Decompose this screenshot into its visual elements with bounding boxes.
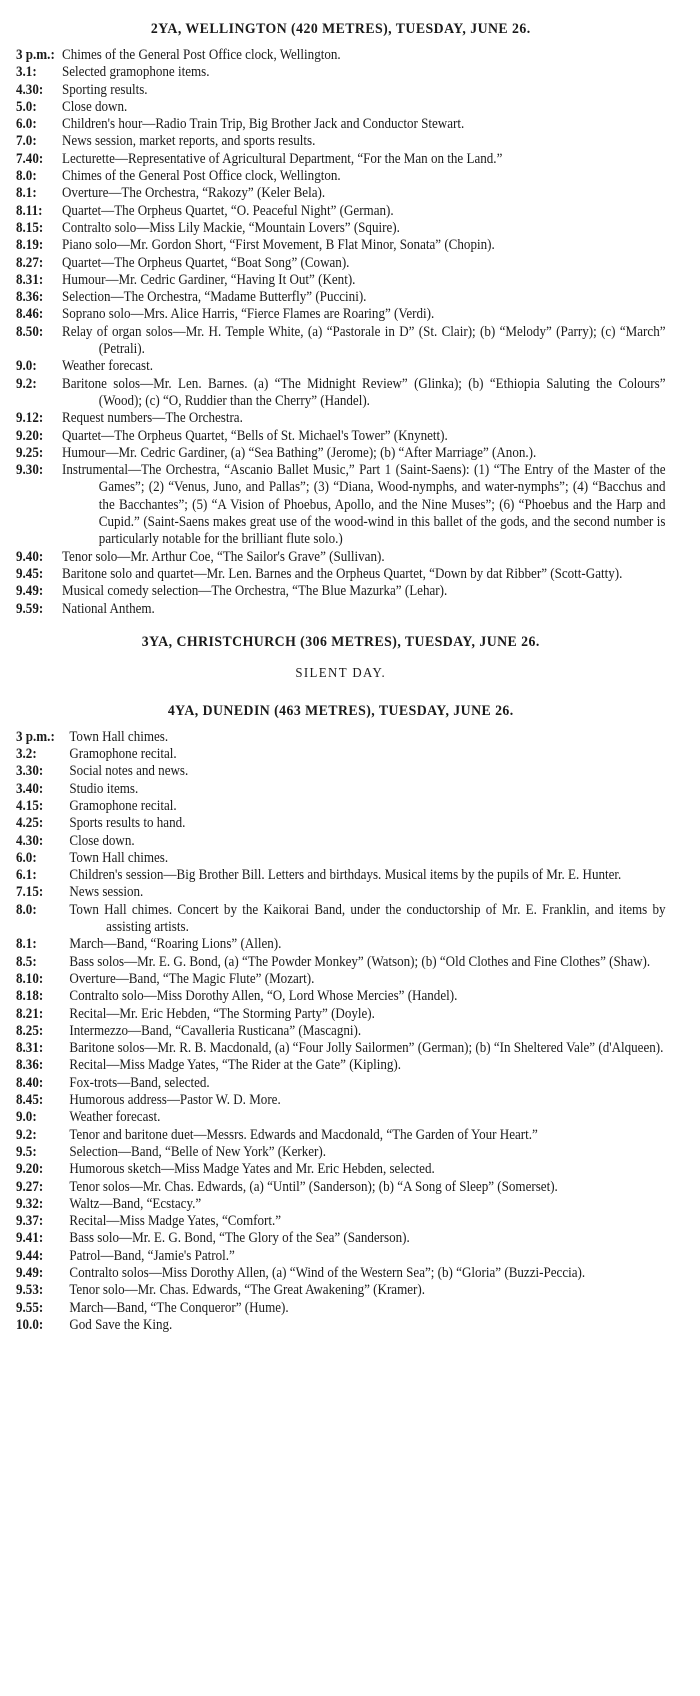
entry-description: Instrumental—The Orchestra, “Ascanio Ballet Music,” Part 1 (Saint-Saens): (1) “The Entry of the Master of the Games”; (2) “Venus, Juno, and Pallas”; (3) “Diana, Wood-nymphs, and water-nymphs”; (4) “Bacchus and the Bacchantes”; (5) “A Vision of Phoebus, Apollo, and the Nine Muses”; (6) “Phoebus and the Harp and Cupid.” (Saint-Saens makes great use of the wood-wind in this ballet of the gods, and the second number is particularly notable for the brilliant flute solo.)	[62, 462, 666, 548]
entry-description: God Save the King.	[69, 1316, 173, 1333]
entry-description: Tenor solo—Mr. Arthur Coe, “The Sailor's Grave” (Sullivan).	[62, 548, 385, 565]
entry-time: 9.5:	[16, 1143, 37, 1160]
programme-entry	[16, 306, 666, 323]
programme-entry	[16, 358, 666, 375]
entry-description: Town Hall chimes.	[69, 849, 169, 866]
programme-entry	[16, 815, 666, 832]
entry-description: Intermezzo—Band, “Cavalleria Rusticana” (Mascagni).	[69, 1022, 362, 1039]
entry-time: 6.0:	[16, 849, 37, 866]
entry-time: 9.2:	[16, 375, 37, 392]
entry-time: 7.0:	[16, 133, 37, 150]
entry-description: Humour—Mr. Cedric Gardiner, (a) “Sea Bathing” (Jerome); (b) “After Marriage” (Anon.).	[62, 444, 537, 461]
entry-time: 9.49:	[16, 583, 44, 600]
entry-description: Sports results to hand.	[69, 815, 186, 832]
entry-description: News session.	[69, 884, 144, 901]
entry-description: Waltz—Band, “Ecstacy.”	[69, 1195, 202, 1212]
entry-description: Gramophone recital.	[69, 746, 177, 763]
entry-description: Tenor and baritone duet—Messrs. Edwards and Macdonald, “The Garden of Your Heart.”	[69, 1126, 538, 1143]
entry-time: 8.0:	[16, 168, 37, 185]
entry-description: Quartet—The Orpheus Quartet, “Boat Song” (Cowan).	[62, 254, 350, 271]
programme-entry	[16, 729, 666, 746]
programme-entry	[16, 583, 666, 600]
entry-description: Recital—Mr. Eric Hebden, “The Storming Party” (Doyle).	[69, 1005, 375, 1022]
entry-time: 8.10:	[16, 970, 44, 987]
silent-day-note: SILENT DAY.	[295, 665, 387, 681]
programme-entry	[16, 376, 666, 411]
programme-entry	[16, 867, 666, 884]
entry-time: 3.30:	[16, 763, 44, 780]
programme-entry	[16, 168, 666, 185]
entry-description: Musical comedy selection—The Orchestra, “The Blue Mazurka” (Lehar).	[62, 583, 448, 600]
programme-entry	[16, 1057, 666, 1074]
entry-description: Close down.	[62, 98, 128, 115]
entry-time: 9.55:	[16, 1299, 44, 1316]
dunedin-section-title: 4YA, DUNEDIN (463 METRES), TUESDAY, JUNE 26.	[167, 702, 514, 719]
entry-description: Selected gramophone items.	[62, 64, 210, 81]
entry-time: 10.0:	[16, 1316, 44, 1333]
programme-entry	[16, 971, 666, 988]
entry-description: Gramophone recital.	[69, 797, 177, 814]
programme-entry	[16, 133, 666, 150]
entry-time: 8.31:	[16, 271, 44, 288]
entry-description: Chimes of the General Post Office clock, Wellington.	[62, 168, 341, 185]
entry-time: 7.15:	[16, 884, 44, 901]
programme-entry	[16, 1109, 666, 1126]
entry-description: Recital—Miss Madge Yates, “The Rider at the Gate” (Kipling).	[69, 1057, 402, 1074]
entry-description: Piano solo—Mr. Gordon Short, “First Movement, B Flat Minor, Sonata” (Chopin).	[62, 237, 495, 254]
entry-description: Studio items.	[69, 780, 139, 797]
entry-time: 8.31:	[16, 1040, 44, 1057]
entry-description: Baritone solo and quartet—Mr. Len. Barnes and the Orpheus Quartet, “Down by dat Ribber” (Scott-Gatty).	[62, 565, 623, 582]
programme-entry	[16, 1282, 666, 1299]
entry-time: 5.0:	[16, 98, 37, 115]
entry-time: 9.45:	[16, 565, 44, 582]
programme-entry	[16, 988, 666, 1005]
programme-entry	[16, 746, 666, 763]
entry-description: Overture—Band, “The Magic Flute” (Mozart).	[69, 970, 315, 987]
programme-entry	[16, 1265, 666, 1282]
programme-entry	[16, 601, 666, 618]
programme-entry	[16, 445, 666, 462]
entry-time: 9.2:	[16, 1126, 37, 1143]
programme-entry	[16, 833, 666, 850]
entry-description: Children's session—Big Brother Bill. Letters and birthdays. Musical items by the pupils of Mr. E. Hunter.	[69, 867, 622, 884]
programme-entry	[16, 428, 666, 445]
entry-description: Bass solos—Mr. E. G. Bond, (a) “The Powder Monkey” (Watson); (b) “Old Clothes and Fine Clothes” (Shaw).	[69, 953, 651, 970]
entry-description: Baritone solos—Mr. Len. Barnes. (a) “The Midnight Review” (Glinka); (b) “Ethiopia Saluting the Colours” (Wood); (c) “O, Ruddier than the Cherry” (Handel).	[62, 375, 666, 409]
entry-description: March—Band, “Roaring Lions” (Allen).	[69, 936, 282, 953]
entry-time: 9.40:	[16, 548, 44, 565]
entry-time: 9.27:	[16, 1178, 44, 1195]
programme-entry	[16, 1300, 666, 1317]
entry-time: 8.5:	[16, 953, 37, 970]
entry-description: March—Band, “The Conqueror” (Hume).	[69, 1299, 289, 1316]
programme-entry	[16, 954, 666, 971]
entry-time: 4.25:	[16, 815, 44, 832]
entry-description: Selection—Band, “Belle of New York” (Kerker).	[69, 1143, 326, 1160]
entry-description: Contralto solo—Miss Dorothy Allen, “O, Lord Whose Mercies” (Handel).	[69, 988, 458, 1005]
programme-entry	[16, 1040, 666, 1057]
newspaper-page	[16, 20, 666, 1334]
entry-time: 8.18:	[16, 988, 44, 1005]
programme-entry	[16, 220, 666, 237]
entry-description: Humorous address—Pastor W. D. More.	[69, 1092, 281, 1109]
entry-description: Quartet—The Orpheus Quartet, “Bells of St. Michael's Tower” (Knynett).	[62, 427, 448, 444]
entry-description: Tenor solo—Mr. Chas. Edwards, “The Great Awakening” (Kramer).	[69, 1282, 425, 1299]
entry-description: National Anthem.	[62, 600, 155, 617]
entry-time: 6.1:	[16, 867, 37, 884]
entry-description: Humorous sketch—Miss Madge Yates and Mr. Eric Hebden, selected.	[69, 1161, 435, 1178]
entry-description: Weather forecast.	[69, 1109, 161, 1126]
entry-time: 3.1:	[16, 64, 37, 81]
entry-description: Town Hall chimes. Concert by the Kaikorai Band, under the conductorship of Mr. E. Franklin, and items by assisting artists.	[69, 901, 666, 936]
entry-time: 9.59:	[16, 600, 44, 617]
entry-description: Lecturette—Representative of Agricultural Department, “For the Man on the Land.”	[62, 150, 503, 167]
entry-time: 8.45:	[16, 1092, 44, 1109]
christchurch-section-title: 3YA, CHRISTCHURCH (306 METRES), TUESDAY, JUNE 26.	[141, 633, 540, 650]
entry-time: 9.12:	[16, 410, 44, 427]
entry-time: 8.11:	[16, 202, 43, 219]
entry-description: Contralto solos—Miss Dorothy Allen, (a) “Wind of the Western Sea”; (b) “Gloria” (Buzzi-Peccia).	[69, 1265, 586, 1281]
programme-entry	[16, 237, 666, 254]
programme-entry	[16, 47, 666, 64]
entry-description: Chimes of the General Post Office clock, Wellington.	[62, 47, 341, 63]
wellington-programme-list	[16, 47, 666, 618]
entry-time: 4.30:	[16, 81, 44, 98]
entry-time: 8.1:	[16, 185, 37, 202]
programme-entry	[16, 1144, 666, 1161]
entry-description: Close down.	[69, 832, 135, 849]
entry-description: Patrol—Band, “Jamie's Patrol.”	[69, 1247, 235, 1264]
entry-description: Relay of organ solos—Mr. H. Temple White, (a) “Pastorale in D” (St. Clair); (b) “Melody” (Parry); (c) “March” (Petrali).	[62, 323, 666, 358]
entry-time: 4.15:	[16, 797, 44, 814]
entry-time: 7.40:	[16, 150, 44, 167]
entry-description: Tenor solos—Mr. Chas. Edwards, (a) “Until” (Sanderson); (b) “A Song of Sleep” (Somerset).	[69, 1178, 558, 1195]
dunedin-programme-list	[16, 729, 666, 1334]
programme-entry	[16, 64, 666, 81]
entry-time: 8.21:	[16, 1005, 44, 1022]
entry-time: 9.37:	[16, 1213, 44, 1230]
programme-entry	[16, 566, 666, 583]
entry-time: 8.27:	[16, 254, 44, 271]
entry-time: 4.30:	[16, 832, 44, 849]
entry-description: Children's hour—Radio Train Trip, Big Brother Jack and Conductor Stewart.	[62, 116, 465, 133]
programme-entry	[16, 1317, 666, 1334]
programme-entry	[16, 936, 666, 953]
programme-entry	[16, 781, 666, 798]
entry-description: Weather forecast.	[62, 358, 153, 375]
entry-time: 8.36:	[16, 289, 44, 306]
entry-time: 9.41:	[16, 1230, 44, 1247]
programme-entry	[16, 1179, 666, 1196]
programme-entry	[16, 82, 666, 99]
entry-description: Bass solo—Mr. E. G. Bond, “The Glory of the Sea” (Sanderson).	[69, 1230, 410, 1247]
programme-entry	[16, 1092, 666, 1109]
entry-time: 9.53:	[16, 1282, 44, 1299]
programme-entry	[16, 185, 666, 202]
programme-entry	[16, 289, 666, 306]
entry-description: Contralto solo—Miss Lily Mackie, “Mountain Lovers” (Squire).	[62, 219, 400, 236]
entry-time: 9.20:	[16, 1161, 44, 1178]
entry-time: 9.32:	[16, 1195, 44, 1212]
entry-description: Quartet—The Orpheus Quartet, “O. Peaceful Night” (German).	[62, 202, 394, 219]
entry-time: 3 p.m.:	[16, 728, 55, 745]
programme-entry	[16, 151, 666, 168]
entry-time: 9.44:	[16, 1247, 44, 1264]
programme-entry	[16, 116, 666, 133]
entry-time: 8.40:	[16, 1074, 44, 1091]
programme-entry	[16, 1006, 666, 1023]
entry-time: 8.46:	[16, 306, 44, 323]
entry-time: 8.19:	[16, 237, 44, 254]
programme-entry	[16, 272, 666, 289]
entry-description: Social notes and news.	[69, 763, 189, 780]
entry-description: Recital—Miss Madge Yates, “Comfort.”	[69, 1213, 282, 1230]
programme-entry	[16, 324, 666, 359]
entry-time: 8.1:	[16, 936, 37, 953]
entry-time: 8.25:	[16, 1022, 44, 1039]
entry-description: Soprano solo—Mrs. Alice Harris, “Fierce Flames are Roaring” (Verdi).	[62, 306, 435, 323]
entry-description: Fox-trots—Band, selected.	[69, 1074, 210, 1091]
programme-entry	[16, 763, 666, 780]
entry-time: 9.0:	[16, 1109, 37, 1126]
entry-description: Selection—The Orchestra, “Madame Butterfly” (Puccini).	[62, 289, 367, 306]
programme-entry	[16, 1075, 666, 1092]
entry-time: 6.0:	[16, 116, 37, 133]
entry-time: 9.30:	[16, 462, 44, 479]
entry-time: 3.40:	[16, 780, 44, 797]
programme-entry	[16, 884, 666, 901]
entry-time: 9.0:	[16, 358, 37, 375]
programme-entry	[16, 549, 666, 566]
entry-description: Baritone solos—Mr. R. B. Macdonald, (a) “Four Jolly Sailormen” (German); (b) “In Sheltered Vale” (d'Alqueen).	[69, 1040, 664, 1057]
entry-time: 8.0:	[16, 901, 37, 918]
entry-time: 8.50:	[16, 323, 44, 340]
entry-time: 3 p.m.:	[16, 47, 55, 63]
programme-entry	[16, 99, 666, 116]
entry-description: Request numbers—The Orchestra.	[62, 410, 243, 427]
entry-time: 8.15:	[16, 219, 44, 236]
programme-entry	[16, 1127, 666, 1144]
programme-entry	[16, 798, 666, 815]
entry-time: 3.2:	[16, 746, 37, 763]
entry-time: 9.20:	[16, 427, 44, 444]
entry-description: Overture—The Orchestra, “Rakozy” (Keler Bela).	[62, 185, 326, 202]
programme-entry	[16, 1023, 666, 1040]
programme-entry	[16, 902, 666, 937]
entry-time: 9.25:	[16, 444, 44, 461]
entry-description: Humour—Mr. Cedric Gardiner, “Having It Out” (Kent).	[62, 271, 356, 288]
programme-entry	[16, 1248, 666, 1265]
programme-entry	[16, 1213, 666, 1230]
programme-entry	[16, 462, 666, 548]
wellington-section-title: 2YA, WELLINGTON (420 METRES), TUESDAY, JUNE 26.	[150, 21, 531, 37]
programme-entry	[16, 410, 666, 427]
programme-entry	[16, 850, 666, 867]
programme-entry	[16, 203, 666, 220]
programme-entry	[16, 1230, 666, 1247]
entry-time: 8.36:	[16, 1057, 44, 1074]
entry-description: Sporting results.	[62, 81, 148, 98]
programme-entry	[16, 255, 666, 272]
programme-entry	[16, 1161, 666, 1178]
entry-description: News session, market reports, and sports results.	[62, 133, 316, 150]
entry-time: 9.49:	[16, 1265, 44, 1281]
entry-description: Town Hall chimes.	[69, 728, 169, 745]
programme-entry	[16, 1196, 666, 1213]
